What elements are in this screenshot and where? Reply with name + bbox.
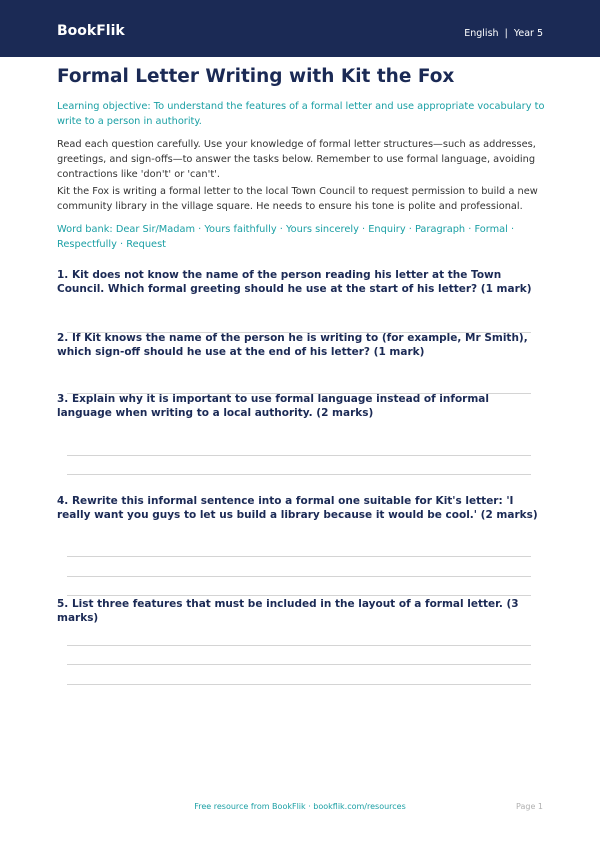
page-number: Page 1 xyxy=(516,802,543,811)
header-bar xyxy=(0,0,600,57)
question-5: 5. List three features that must be included in the layout of a formal letter. (3 marks) xyxy=(57,598,519,624)
question-1: 1. Kit does not know the name of the person reading his letter at the Town Council. Which formal greeting should he use at the start of his letter? (1 mark) xyxy=(57,269,532,295)
answer-line-q3-2[interactable] xyxy=(67,474,531,475)
question-4: 4. Rewrite this informal sentence into a formal one suitable for Kit's letter: 'I really want you guys to let us build a library because it would be cool.' (2 marks) xyxy=(57,495,538,521)
learning-objective: Learning objective: To understand the features of a formal letter and use appropriate vocabulary to write to a person in authority. xyxy=(57,101,545,127)
answer-line-q3-1[interactable] xyxy=(67,455,531,456)
question-2: 2. If Kit knows the name of the person he is writing to (for example, Mr Smith), which sign-off should he use at the end of his letter? (1 mark) xyxy=(57,332,528,358)
answer-line-q5-1[interactable] xyxy=(67,645,531,646)
answer-line-q4-1[interactable] xyxy=(67,556,531,557)
scenario-text: Kit the Fox is writing a formal letter to the local Town Council to request permission to build a new community library in the village square. He needs to ensure his tone is polite and professional. xyxy=(57,186,538,212)
brand-logo: BookFlik xyxy=(57,23,125,39)
word-bank: Word bank: Dear Sir/Madam · Yours faithfully · Yours sincerely · Enquiry · Paragraph · Formal · Respectfully · Request xyxy=(57,224,515,250)
question-3: 3. Explain why it is important to use formal language instead of informal language when writing to a local authority. (2 marks) xyxy=(57,393,489,419)
answer-line-q5-2[interactable] xyxy=(67,664,531,665)
footer-text: Free resource from BookFlik · bookflik.com/resources xyxy=(194,802,406,811)
answer-line-q4-3[interactable] xyxy=(67,595,531,596)
answer-line-q4-2[interactable] xyxy=(67,576,531,577)
answer-line-q5-3[interactable] xyxy=(67,684,531,685)
subject-year-label: English | Year 5 xyxy=(464,28,543,39)
page-title: Formal Letter Writing with Kit the Fox xyxy=(57,66,455,87)
instructions: Read each question carefully. Use your knowledge of formal letter structures—such as addresses, greetings, and sign-offs—to answer the tasks below. Remember to use formal language, avoiding contractions like 'don't' or 'can't'. xyxy=(57,139,536,180)
